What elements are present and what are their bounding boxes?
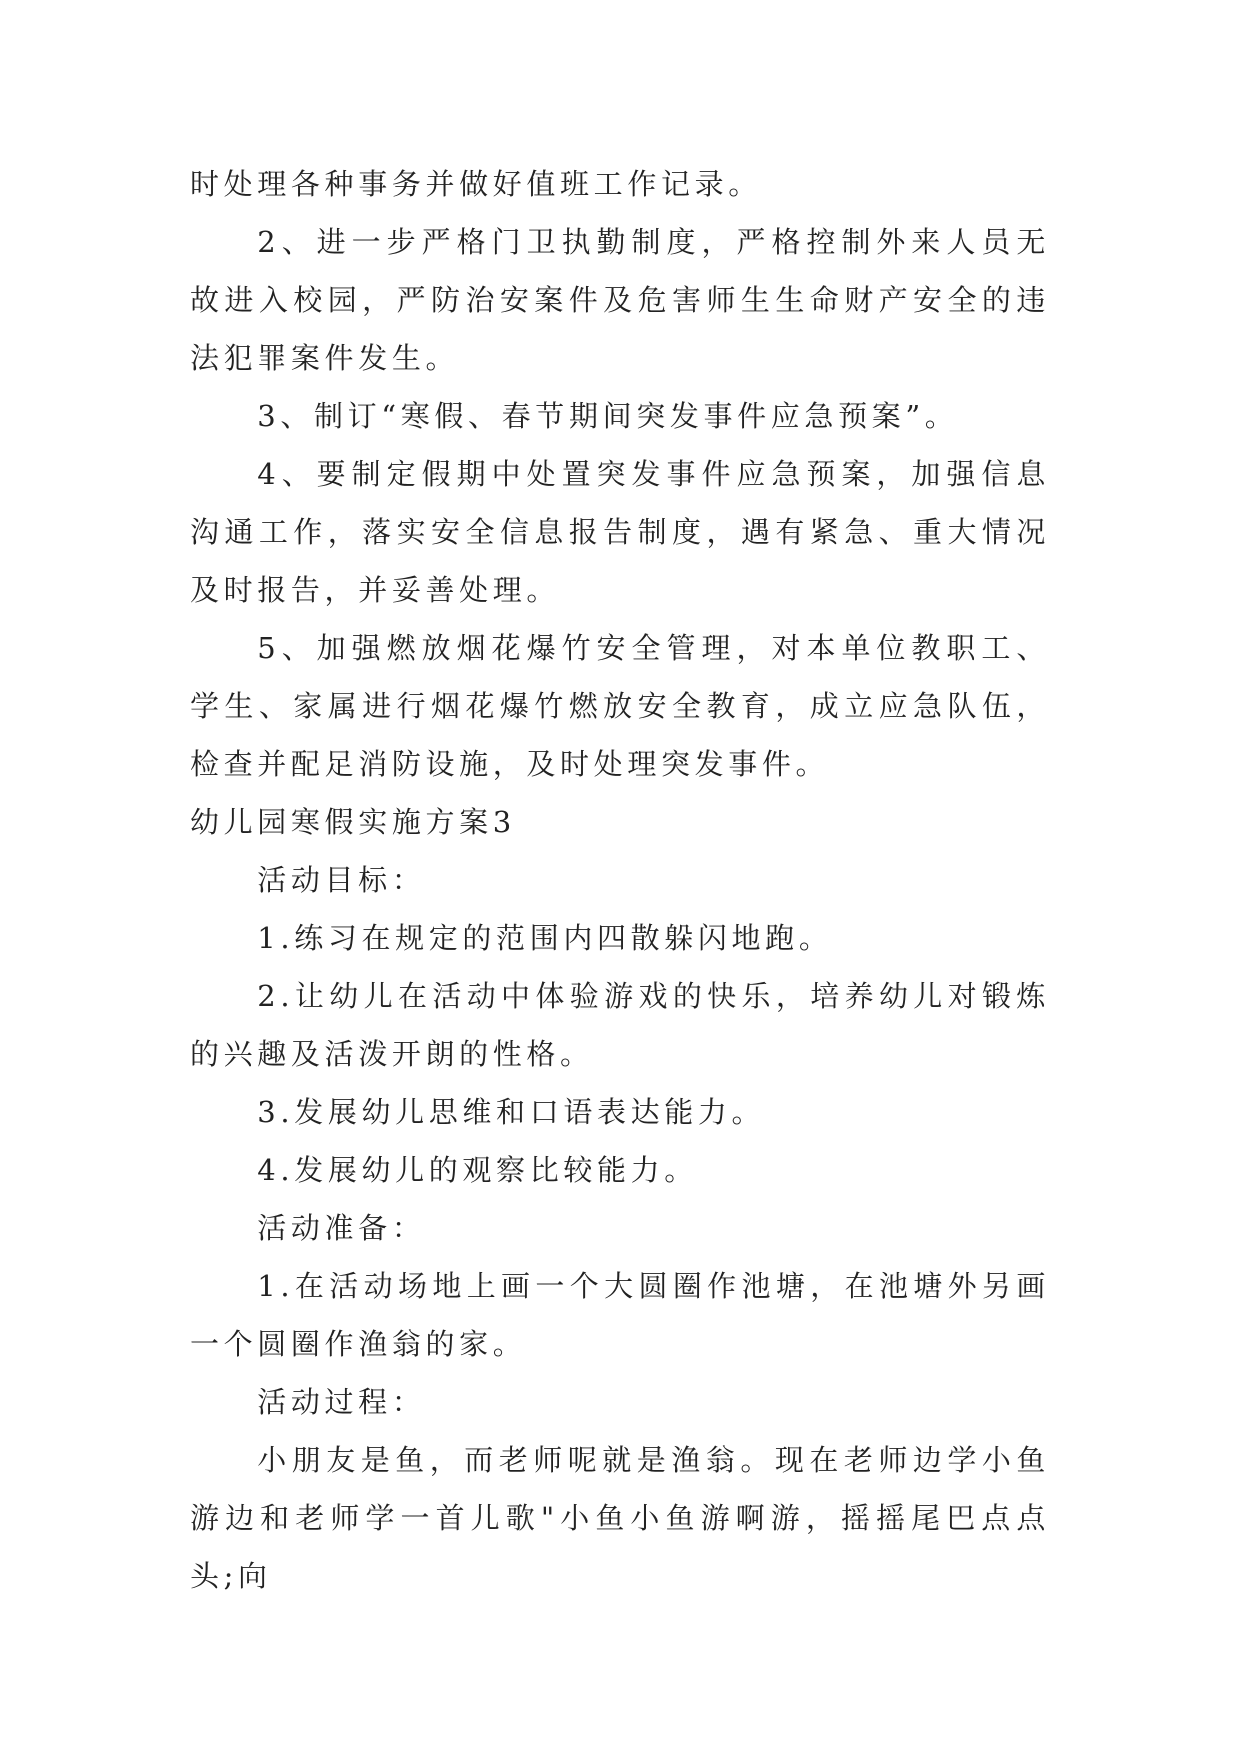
subheading-preparation: 活动准备： bbox=[257, 1211, 426, 1245]
section-heading: 幼儿园寒假实施方案3 bbox=[190, 805, 516, 839]
paragraph-continuation: 时处理各种事务并做好值班工作记录。 bbox=[190, 167, 762, 201]
subheading-process: 活动过程： bbox=[257, 1385, 426, 1419]
preparation-item-1: 1.在活动场地上画一个大圆圈作池塘，在池塘外另画一个圆圈作渔翁的家。 bbox=[190, 1269, 1050, 1361]
paragraph-item-3: 3、制订“寒假、春节期间突发事件应急预案”。 bbox=[257, 399, 959, 433]
paragraph-item-5: 5、加强燃放烟花爆竹安全管理，对本单位教职工、学生、家属进行烟花爆竹燃放安全教育，成立应急队伍，检查并配足消防设施，及时处理突发事件。 bbox=[190, 631, 1050, 781]
goal-item-2: 2.让幼儿在活动中体验游戏的快乐，培养幼儿对锻炼的兴趣及活泼开朗的性格。 bbox=[190, 979, 1050, 1071]
paragraph-item-4: 4、要制定假期中处置突发事件应急预案，加强信息沟通工作，落实安全信息报告制度，遇有紧急、重大情况及时报告，并妥善处理。 bbox=[190, 457, 1050, 607]
goal-item-3: 3.发展幼儿思维和口语表达能力。 bbox=[257, 1095, 766, 1129]
paragraph-item-2: 2、进一步严格门卫执勤制度，严格控制外来人员无故进入校园，严防治安案件及危害师生生命财产安全的违法犯罪案件发生。 bbox=[190, 225, 1050, 375]
document-body bbox=[190, 155, 1050, 1605]
goal-item-1: 1.练习在规定的范围内四散躲闪地跑。 bbox=[257, 921, 833, 955]
process-paragraph: 小朋友是鱼，而老师呢就是渔翁。现在老师边学小鱼游边和老师学一首儿歌"小鱼小鱼游啊游，摇摇尾巴点点头;向 bbox=[190, 1443, 1050, 1593]
goal-item-4: 4.发展幼儿的观察比较能力。 bbox=[257, 1153, 698, 1187]
subheading-goals: 活动目标： bbox=[257, 863, 426, 897]
